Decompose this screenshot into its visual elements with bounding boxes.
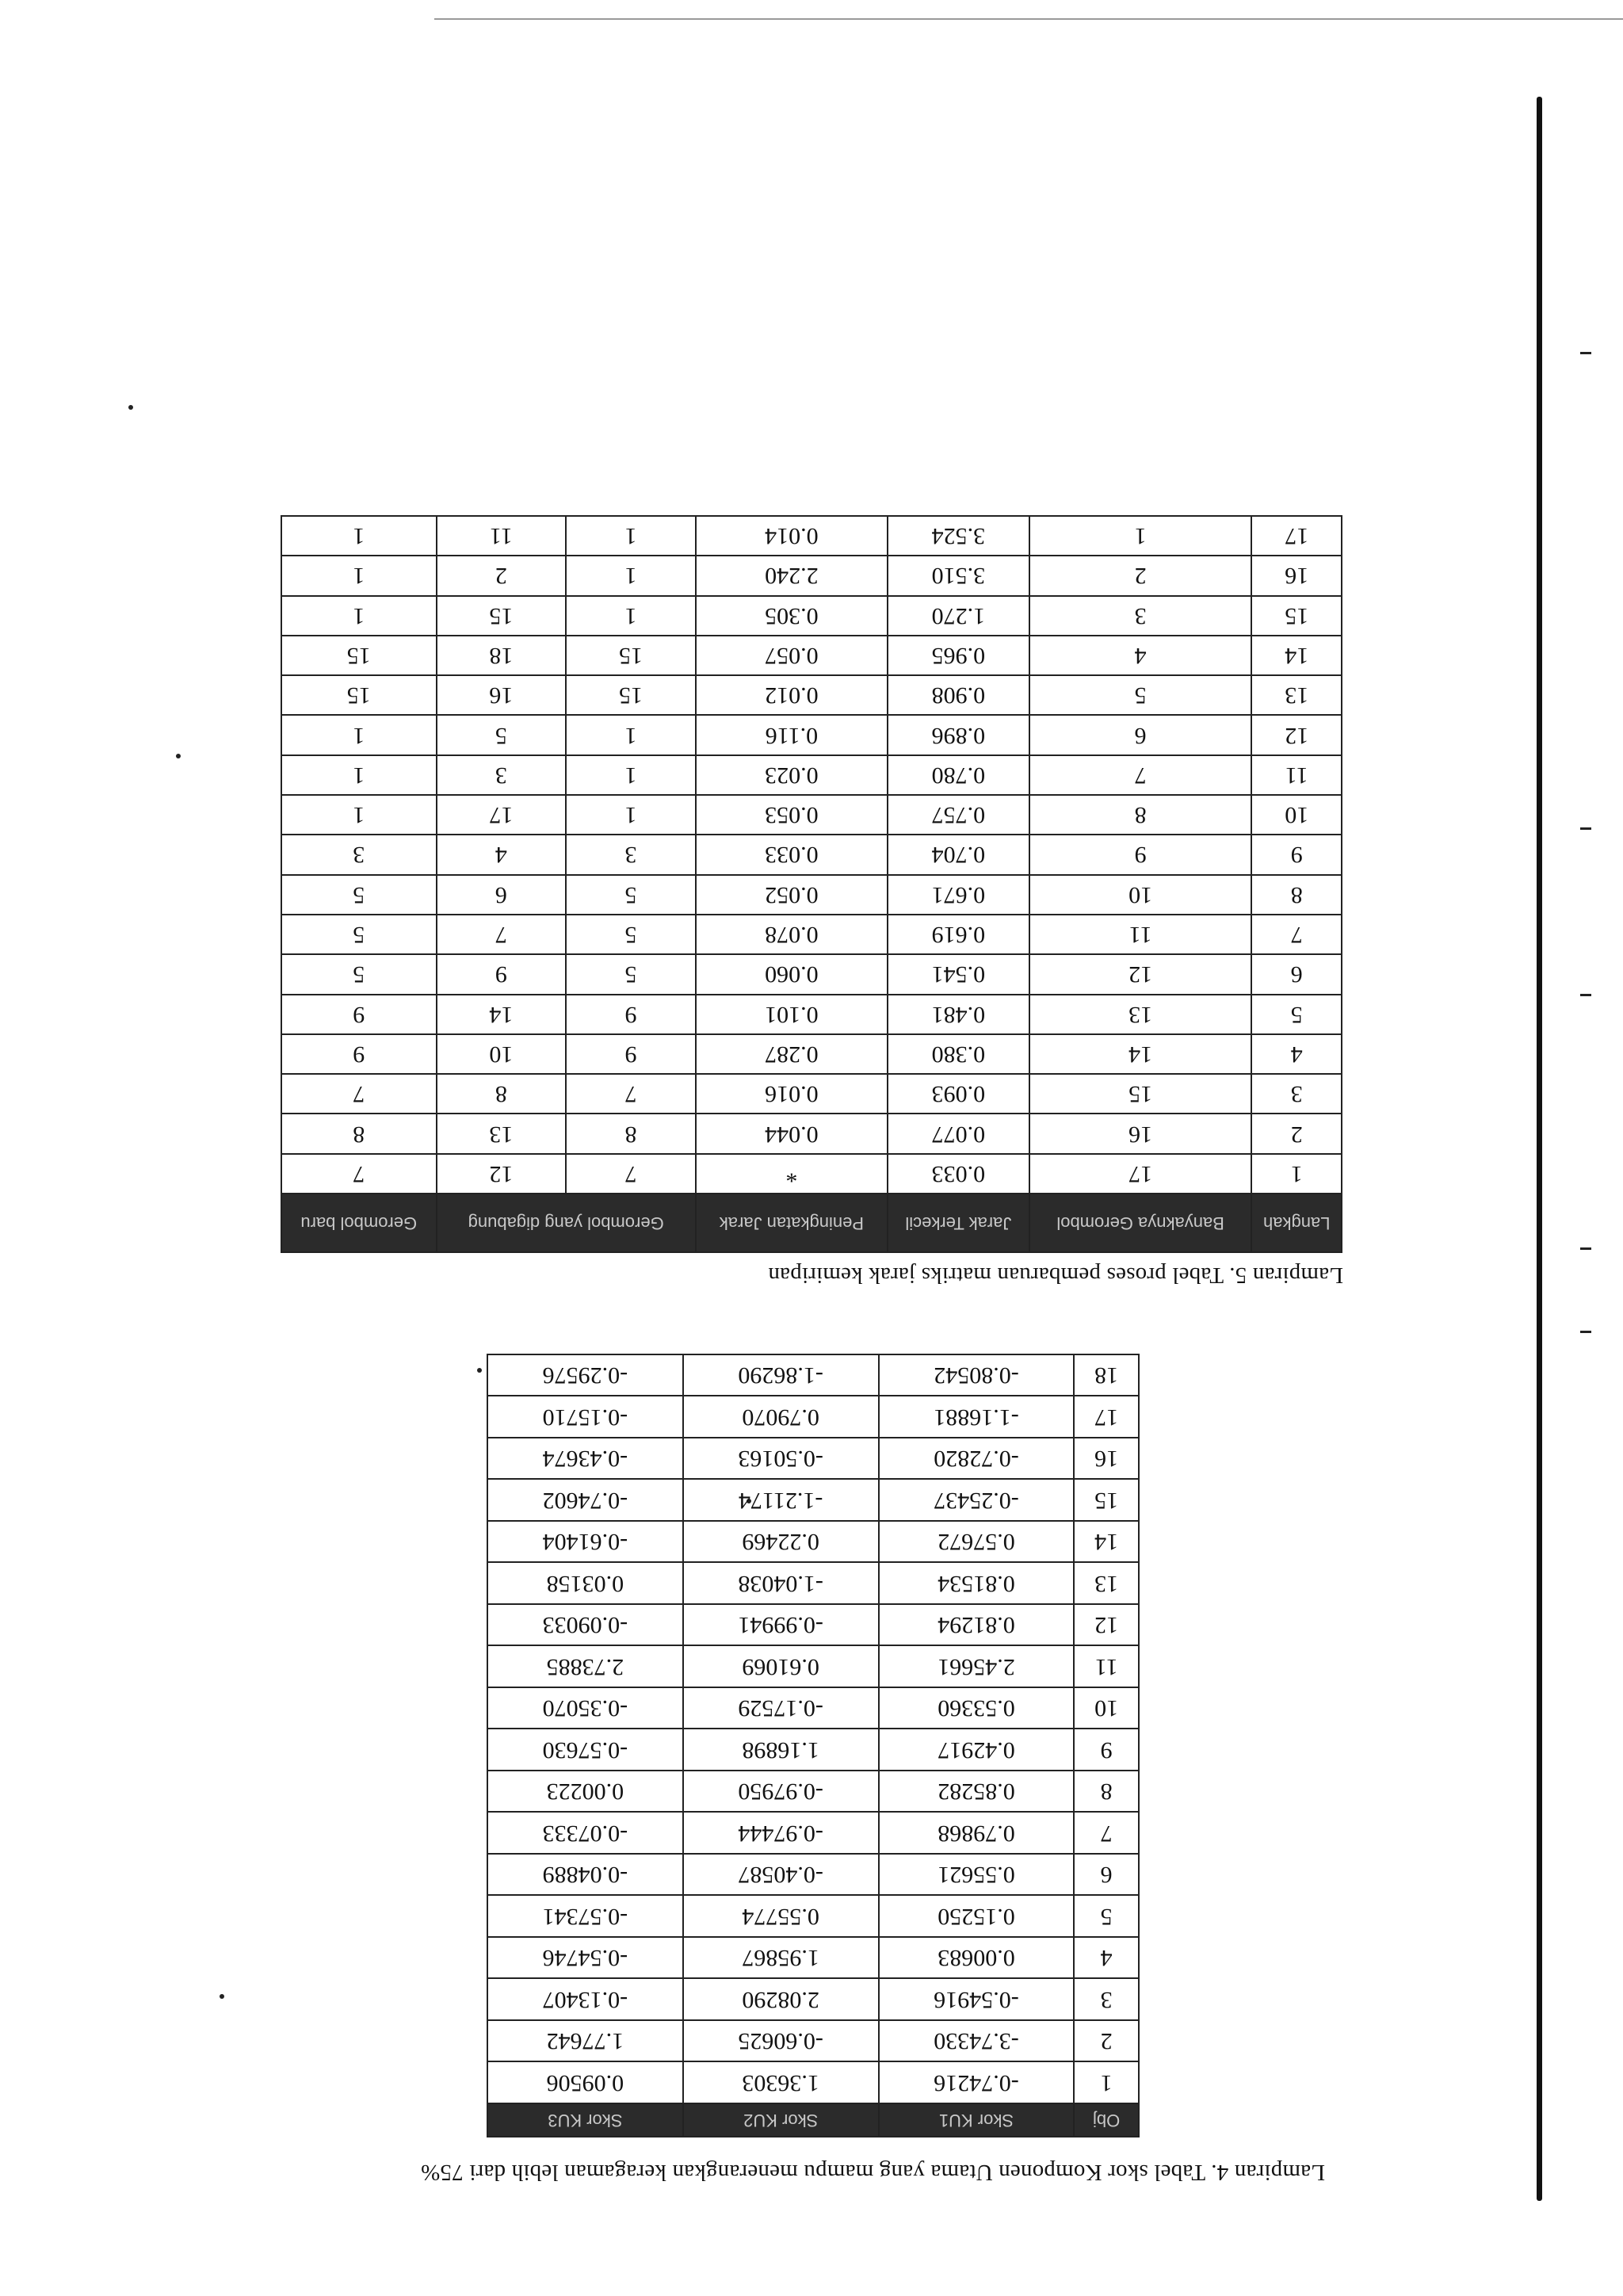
header-skor-ku2: Skor KU2 — [683, 2103, 879, 2137]
table-row — [487, 1937, 1139, 1979]
table-cell: 0.79868 — [879, 1813, 1075, 1855]
scan-mark — [1580, 352, 1591, 354]
table-cell: 1 — [566, 715, 696, 755]
table-cell: 15 — [1029, 1074, 1252, 1114]
table-row — [281, 715, 1342, 755]
table-cell: 8 — [1074, 1771, 1139, 1813]
table-row — [281, 1154, 1342, 1194]
table-cell: 16 — [437, 675, 567, 715]
table-cell: 9 — [1251, 835, 1342, 874]
table-cell: 0.481 — [888, 995, 1029, 1034]
table-cell: 15 — [437, 596, 567, 636]
table-row — [487, 1438, 1139, 1480]
table-cell: 7 — [1251, 915, 1342, 954]
table-cell: 0.55621 — [879, 1854, 1075, 1896]
table-row — [281, 954, 1342, 994]
table-cell: 12 — [1251, 715, 1342, 755]
table-cell: 3 — [1251, 1074, 1342, 1114]
table-cell: 7 — [437, 915, 567, 954]
table-cell: 1.36303 — [683, 2062, 879, 2104]
table-row — [487, 1480, 1139, 1522]
table-cell: 14 — [1074, 1521, 1139, 1563]
table-cell: 0.780 — [888, 755, 1029, 795]
table-cell: 0.81534 — [879, 1563, 1075, 1605]
table-cell: 4 — [1074, 1937, 1139, 1979]
scan-mark — [1580, 1247, 1591, 1250]
table-cell: -0.43674 — [487, 1438, 683, 1480]
table-row — [487, 1813, 1139, 1855]
table-cell: 7 — [566, 1154, 696, 1194]
table-cell: 5 — [1029, 675, 1252, 715]
scan-speck — [128, 405, 133, 410]
table-row — [281, 875, 1342, 915]
table-cell: 9 — [1074, 1729, 1139, 1771]
table-cell: 17 — [437, 795, 567, 835]
scan-speck — [220, 1994, 224, 1999]
table-cell: 15 — [1074, 1480, 1139, 1522]
table-cell: 0.078 — [696, 915, 888, 954]
table-cell: 0.060 — [696, 954, 888, 994]
table-cell: -0.15710 — [487, 1396, 683, 1438]
table-cell: 0.22469 — [683, 1521, 879, 1563]
table-row — [281, 755, 1342, 795]
table-cell: 15 — [566, 675, 696, 715]
table-cell: 1.270 — [888, 596, 1029, 636]
table-cell: 1 — [1251, 1154, 1342, 1194]
table-cell: 2.240 — [696, 556, 888, 595]
table-row — [487, 1646, 1139, 1688]
header-skor-ku1: Skor KU1 — [879, 2103, 1075, 2137]
table-cell: -0.54916 — [879, 1979, 1075, 2021]
table-cell: -0.74216 — [879, 2062, 1075, 2104]
table-cell: 14 — [1251, 636, 1342, 675]
table-cell: 3.524 — [888, 516, 1029, 556]
table-cell: 9 — [1029, 835, 1252, 874]
table-cell: 0.671 — [888, 875, 1029, 915]
table-row — [487, 1687, 1139, 1729]
table-row — [487, 1354, 1139, 1396]
header-jarak-terkecil: Jarak Terkecil — [888, 1194, 1029, 1252]
table-cell: 0.57672 — [879, 1521, 1075, 1563]
table-cell: 9 — [566, 1034, 696, 1074]
table-cell: 0.85282 — [879, 1771, 1075, 1813]
table-cell: 11 — [1029, 915, 1252, 954]
table-cell: 0.757 — [888, 795, 1029, 835]
table-cell: 3.510 — [888, 556, 1029, 595]
table-cell: 1 — [566, 556, 696, 595]
table-cell: -0.57630 — [487, 1729, 683, 1771]
table-cell: -1.86290 — [683, 1354, 879, 1396]
lampiran4-table-body — [487, 1354, 1139, 2103]
table-cell: 0.965 — [888, 636, 1029, 675]
table-cell: 17 — [1251, 516, 1342, 556]
table-cell: 4 — [437, 835, 567, 874]
table-cell: 0.908 — [888, 675, 1029, 715]
table-cell: 7 — [281, 1074, 437, 1114]
table-cell: 1 — [281, 516, 437, 556]
lampiran5-caption: Lampiran 5. Tabel proses pembaruan matriks jarak kemiripan — [768, 1263, 1343, 1288]
table-cell: 17 — [1029, 1154, 1252, 1194]
table-cell: 2.45661 — [879, 1646, 1075, 1688]
table-row — [281, 835, 1342, 874]
table-cell: 0.057 — [696, 636, 888, 675]
scan-speck — [176, 754, 181, 758]
table-cell: -0.80542 — [879, 1354, 1075, 1396]
table-cell: 0.81294 — [879, 1604, 1075, 1646]
table-cell: 0.42917 — [879, 1729, 1075, 1771]
table-row — [281, 596, 1342, 636]
table-cell: 13 — [437, 1114, 567, 1153]
table-cell: 0.79070 — [683, 1396, 879, 1438]
table-cell: 0.619 — [888, 915, 1029, 954]
table-row — [281, 675, 1342, 715]
table-cell: 7 — [281, 1154, 437, 1194]
table-cell: 13 — [1029, 995, 1252, 1034]
table-cell: -0.99941 — [683, 1604, 879, 1646]
table-cell: 1 — [281, 596, 437, 636]
table-cell: 6 — [1074, 1854, 1139, 1896]
table-cell: -0.04889 — [487, 1854, 683, 1896]
table-cell: 0.116 — [696, 715, 888, 755]
table-cell: 7 — [1074, 1813, 1139, 1855]
table-row — [281, 516, 1342, 556]
table-cell: 2 — [1029, 556, 1252, 595]
table-cell: 10 — [437, 1034, 567, 1074]
table-cell: -1.04038 — [683, 1563, 879, 1605]
header-skor-ku3: Skor KU3 — [487, 2103, 683, 2137]
header-obj: Obj — [1074, 2103, 1139, 2137]
table-cell: 0.00683 — [879, 1937, 1075, 1979]
table-cell: * — [696, 1154, 888, 1194]
table-cell: 0.00223 — [487, 1771, 683, 1813]
table-cell: 3 — [281, 835, 437, 874]
lampiran4-table — [487, 1354, 1140, 2137]
table-row — [487, 1729, 1139, 1771]
table-cell: 9 — [281, 1034, 437, 1074]
table-cell: 11 — [1251, 755, 1342, 795]
table-row — [281, 915, 1342, 954]
table-cell: 0.704 — [888, 835, 1029, 874]
lampiran4-caption: Lampiran 4. Tabel skor Komponen Utama yang mampu menerangkan keragaman lebih dari 75% — [420, 2160, 1325, 2185]
table-cell: 16 — [1029, 1114, 1252, 1153]
table-cell: 5 — [1074, 1896, 1139, 1938]
table-cell: 13 — [1251, 675, 1342, 715]
lampiran5-table — [281, 515, 1342, 1253]
table-cell: 5 — [281, 875, 437, 915]
table-cell: -0.72820 — [879, 1438, 1075, 1480]
header-langkah: Langkah — [1251, 1194, 1342, 1252]
table-cell: 12 — [437, 1154, 567, 1194]
table-cell: 0.09506 — [487, 2062, 683, 2104]
table-cell: 18 — [437, 636, 567, 675]
table-cell: -0.97950 — [683, 1771, 879, 1813]
table-cell: 15 — [566, 636, 696, 675]
table-row — [487, 1854, 1139, 1896]
table-row — [487, 1896, 1139, 1938]
table-cell: 0.380 — [888, 1034, 1029, 1074]
table-cell: 9 — [281, 995, 437, 1034]
table-row — [487, 2020, 1139, 2062]
table-cell: 0.033 — [696, 835, 888, 874]
table-cell: 2 — [1251, 1114, 1342, 1153]
table-cell: 16 — [1074, 1438, 1139, 1480]
table-cell: 13 — [1074, 1563, 1139, 1605]
table-cell: 0.077 — [888, 1114, 1029, 1153]
table-cell: -0.60625 — [683, 2020, 879, 2062]
table-cell: -0.57341 — [487, 1896, 683, 1938]
table-cell: 0.541 — [888, 954, 1029, 994]
table-cell: 1.77642 — [487, 2020, 683, 2062]
header-peningkatan-jarak: Peningkatan Jarak — [696, 1194, 888, 1252]
table-cell: 6 — [1029, 715, 1252, 755]
table-cell: 9 — [566, 995, 696, 1034]
table-row — [487, 1771, 1139, 1813]
table-cell: 1 — [281, 715, 437, 755]
table-row — [281, 795, 1342, 835]
table-cell: 6 — [437, 875, 567, 915]
table-cell: 5 — [281, 954, 437, 994]
table-row — [487, 1979, 1139, 2021]
table-cell: 7 — [566, 1074, 696, 1114]
table-cell: 8 — [1251, 875, 1342, 915]
table-cell: 4 — [1029, 636, 1252, 675]
table-cell: 0.016 — [696, 1074, 888, 1114]
table-cell: 15 — [281, 675, 437, 715]
table-cell: 0.305 — [696, 596, 888, 636]
table-cell: 5 — [437, 715, 567, 755]
table-cell: -0.13407 — [487, 1979, 683, 2021]
table-cell: 0.53360 — [879, 1687, 1075, 1729]
table-cell: 11 — [1074, 1646, 1139, 1688]
table-cell: 0.15250 — [879, 1896, 1075, 1938]
table-cell: 15 — [281, 636, 437, 675]
table-cell: 10 — [1029, 875, 1252, 915]
lampiran5-table-body — [281, 516, 1342, 1194]
table-cell: 0.287 — [696, 1034, 888, 1074]
table-row — [281, 636, 1342, 675]
table-cell: 1.16898 — [683, 1729, 879, 1771]
scan-mark — [1580, 827, 1591, 830]
table-cell: 10 — [1251, 795, 1342, 835]
header-gerombol-baru: Gerombol baru — [281, 1194, 437, 1252]
scan-mark — [1580, 994, 1591, 996]
table-row — [487, 1521, 1139, 1563]
table-cell: 2 — [1074, 2020, 1139, 2062]
table-cell: 8 — [1029, 795, 1252, 835]
table-cell: -0.17529 — [683, 1687, 879, 1729]
table-cell: 3 — [437, 755, 567, 795]
table-cell: -0.74602 — [487, 1480, 683, 1522]
table-cell: -0.29576 — [487, 1354, 683, 1396]
table-cell: 1 — [566, 755, 696, 795]
table-cell: 18 — [1074, 1354, 1139, 1396]
table-row — [281, 1074, 1342, 1114]
table-cell: 1 — [566, 516, 696, 556]
table-cell: 9 — [437, 954, 567, 994]
table-cell: 14 — [1029, 1034, 1252, 1074]
table-cell: 6 — [1251, 954, 1342, 994]
table-cell: 0.052 — [696, 875, 888, 915]
table-cell: 1 — [281, 755, 437, 795]
table-cell: -0.09033 — [487, 1604, 683, 1646]
table-cell: 4 — [1251, 1034, 1342, 1074]
table-cell: 1 — [1029, 516, 1252, 556]
table-cell: 1 — [281, 556, 437, 595]
table-cell: 17 — [1074, 1396, 1139, 1438]
scan-mark — [1580, 1331, 1591, 1333]
header-banyaknya-gerombol: Banyaknya Gerombol — [1029, 1194, 1252, 1252]
table-cell: 5 — [566, 875, 696, 915]
scan-speck — [477, 1368, 482, 1373]
table-cell: 11 — [437, 516, 567, 556]
page-edge-shadow — [1537, 97, 1542, 2201]
table-cell: -1.16881 — [879, 1396, 1075, 1438]
table-cell: 12 — [1029, 954, 1252, 994]
table-row — [487, 1604, 1139, 1646]
table-cell: 0.093 — [888, 1074, 1029, 1114]
table-cell: 2.73885 — [487, 1646, 683, 1688]
table-row — [281, 556, 1342, 595]
table-cell: -1.21174 — [683, 1480, 879, 1522]
table-cell: 0.023 — [696, 755, 888, 795]
table-cell: 5 — [566, 915, 696, 954]
table-cell: -0.35070 — [487, 1687, 683, 1729]
table-cell: 3 — [1029, 596, 1252, 636]
table-cell: 1 — [566, 596, 696, 636]
table-cell: 0.61069 — [683, 1646, 879, 1688]
table-cell: 5 — [281, 915, 437, 954]
table-cell: 0.014 — [696, 516, 888, 556]
table-cell: 5 — [1251, 995, 1342, 1034]
table-row — [487, 1396, 1139, 1438]
table-cell: 3 — [566, 835, 696, 874]
table-cell: 8 — [281, 1114, 437, 1153]
table-cell: 0.55774 — [683, 1896, 879, 1938]
scan-border-line — [434, 18, 1623, 20]
table-cell: 0.012 — [696, 675, 888, 715]
table-cell: -0.50163 — [683, 1438, 879, 1480]
table-cell: 0.896 — [888, 715, 1029, 755]
table-cell: -3.74330 — [879, 2020, 1075, 2062]
table-row — [281, 1114, 1342, 1153]
table-cell: 15 — [1251, 596, 1342, 636]
table-cell: 10 — [1074, 1687, 1139, 1729]
table-cell: 3 — [1074, 1979, 1139, 2021]
table-cell: 0.044 — [696, 1114, 888, 1153]
table-cell: 7 — [1029, 755, 1252, 795]
table-cell: 1 — [1074, 2062, 1139, 2104]
table-cell: 0.053 — [696, 795, 888, 835]
table-cell: 16 — [1251, 556, 1342, 595]
table-cell: -0.61404 — [487, 1521, 683, 1563]
table-cell: -0.25437 — [879, 1480, 1075, 1522]
table-cell: 1 — [281, 795, 437, 835]
table-cell: 12 — [1074, 1604, 1139, 1646]
table-cell: 2.08290 — [683, 1979, 879, 2021]
table-row — [487, 1563, 1139, 1605]
table-cell: 1.95867 — [683, 1937, 879, 1979]
table-cell: -0.54746 — [487, 1937, 683, 1979]
table-row — [487, 2062, 1139, 2104]
table-cell: 0.03158 — [487, 1563, 683, 1605]
table-cell: -0.07333 — [487, 1813, 683, 1855]
table-cell: 1 — [566, 795, 696, 835]
table-row — [281, 1034, 1342, 1074]
table-cell: 8 — [566, 1114, 696, 1153]
table-cell: 8 — [437, 1074, 567, 1114]
table-cell: -0.40587 — [683, 1854, 879, 1896]
table-cell: 14 — [437, 995, 567, 1034]
table-cell: 0.033 — [888, 1154, 1029, 1194]
table-row — [281, 995, 1342, 1034]
table-cell: 5 — [566, 954, 696, 994]
table-cell: 2 — [437, 556, 567, 595]
table-cell: -0.97444 — [683, 1813, 879, 1855]
table-cell: 0.101 — [696, 995, 888, 1034]
header-gerombol-digabung: Gerombol yang digabung — [437, 1194, 696, 1252]
